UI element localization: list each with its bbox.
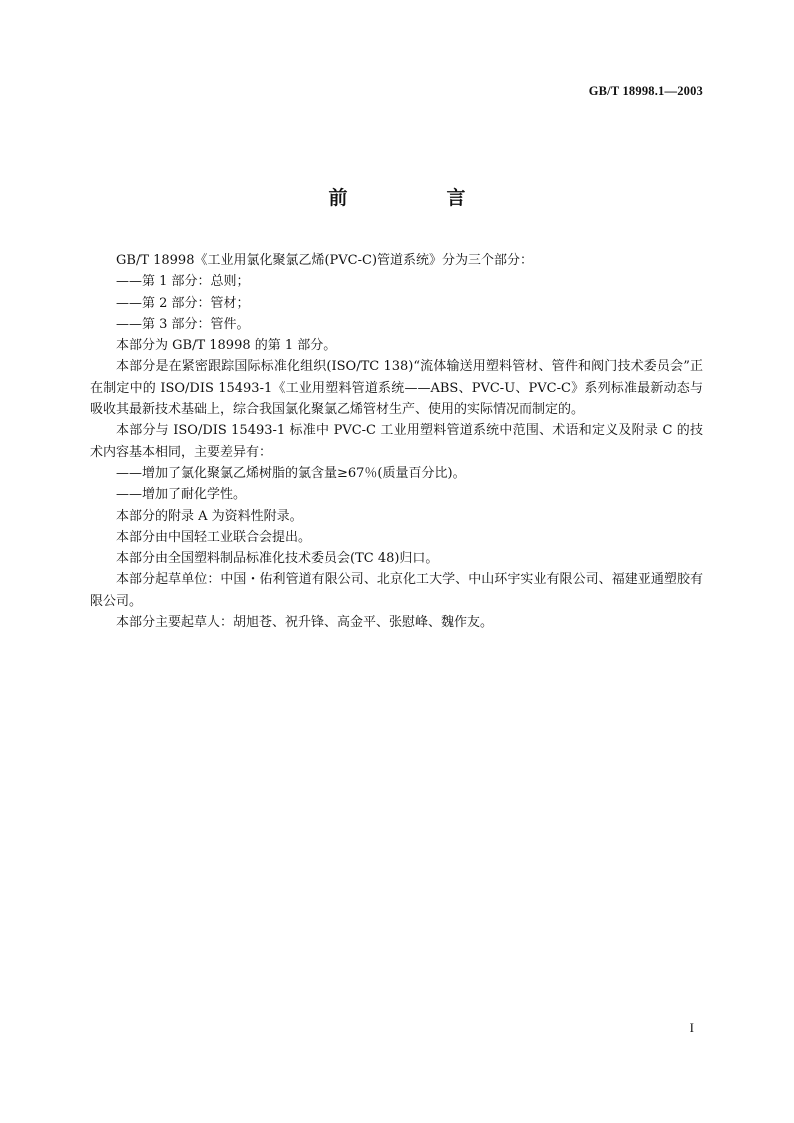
list-item: ——增加了耐化学性。 [116, 487, 247, 503]
paragraph: 本部分与 ISO/DIS 15493-1 标准中 PVC-C 工业用塑料管道系统中范围、术语和定义及附录 C 的技术内容基本相同，主要差异有： [90, 423, 703, 460]
list-item: ——第 2 部分：管材； [116, 295, 250, 311]
paragraph: 本部分是在紧密跟踪国际标准化组织(ISO/TC 138)“流体输送用塑料管材、管件和阀门技术委员会”正在制定中的 ISO/DIS 15493-1《工业用塑料管道系统——ABS、PVC-U、PVC-C》系列标准最新动态与吸收其最新技术基础上，综合我国氯化聚氯乙烯管材生产、使用的实际情况而制定的。 [90, 359, 703, 418]
paragraph: GB/T 18998《工业用氯化聚氯乙烯(PVC-C)管道系统》分为三个部分： [116, 253, 534, 268]
page-title: 前 言 [328, 187, 506, 209]
paragraph: 本部分由中国轻工业联合会提出。 [116, 529, 312, 545]
paragraph: 本部分由全国塑料制品标准化技术委员会(TC 48)归口。 [116, 551, 439, 567]
foreword-body [90, 250, 703, 633]
list-item: ——第 3 部分：管件。 [116, 316, 250, 332]
paragraph: 本部分为 GB/T 18998 的第 1 部分。 [116, 338, 337, 354]
paragraph: 本部分主要起草人：胡旭苍、祝升锋、高金平、张慰峰、魏作友。 [116, 615, 494, 631]
page-number: I [689, 1020, 694, 1035]
list-item: ——增加了氯化聚氯乙烯树脂的氯含量≥67％(质量百分比)。 [116, 465, 466, 481]
paragraph: 本部分起草单位：中国・佑利管道有限公司、北京化工大学、中山环宇实业有限公司、福建亚通塑胶有限公司。 [90, 572, 703, 609]
list-item: ——第 1 部分：总则； [116, 274, 250, 290]
paragraph: 本部分的附录 A 为资料性附录。 [116, 508, 303, 524]
standard-code: GB/T 18998.1—2003 [588, 84, 703, 98]
